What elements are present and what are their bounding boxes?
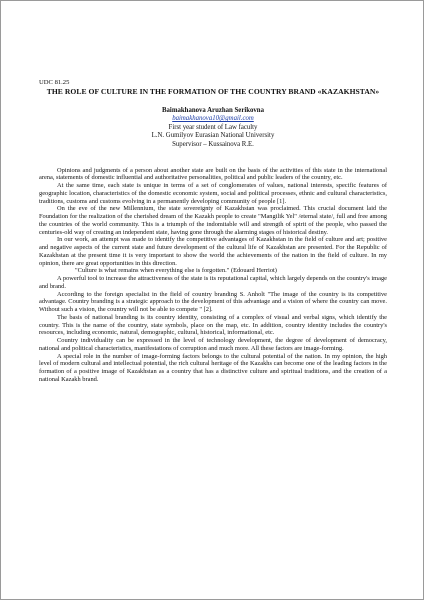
paragraph: In our work, an attempt was made to identify the competitive advantages of Kazakhstan in the field of culture and art; positive and negative aspects of the current state and future development of the cultural life of Kazakhstan are presented. For the Republic of Kazakhstan at the present time it is very important to show the world the achievements of the nation in the field of culture. In my opinion, there are great opportunities in this direction. bbox=[39, 236, 387, 267]
paragraph: The basis of national branding is its country identity, consisting of a complex of visual and verbal signs, which identify the country. This is the name of the country, state symbols, place on the map, etc. In addition, country identity includes the country's resources, including economic, natural, demographic, cultural, historical, informational, etc. bbox=[39, 313, 387, 337]
author-supervisor: Supervisor – Kussainova R.E. bbox=[172, 140, 254, 148]
author-name: Baimakhanova Aruzhan Serikovna bbox=[162, 106, 264, 114]
paragraph: At the same time, each state is unique in terms of a set of conglomerates of values, national interests, specific features of geographic location, characteristics of the domestic economic system, social and political processes, ethnic and cultural characteristics, traditions, customs and customs evolving in a permanently developing community of people [1]. bbox=[39, 182, 387, 205]
author-block bbox=[39, 107, 387, 150]
author-email-link[interactable]: baimakhanova10@gmail.com bbox=[172, 115, 254, 123]
paragraph: On the eve of the new Millennium, the state sovereignty of Kazakhstan was proclaimed. This crucial document laid the Foundation for the realization of the cherished dream of the Kazakh people to create "Mangilik Yel" /eternal state/, full and free among the countries of the world community. This is a triumph of the indomitable will and strength of spirit of the people, who passed the centuries-old way of creating an independent state, having gone through the alarming stages of historical destiny. bbox=[39, 205, 387, 236]
paragraph: A special role in the number of image-forming factors belongs to the cultural potential of the nation. In my opinion, the high level of modern cultural and intellectual potential, the rich cultural heritage of the Kazakhs can become one of the leading factors in the formation of a positive image of Kazakhstan as a country that has a distinctive culture and spiritual traditions, and the creation of a national Kazakh brand. bbox=[39, 352, 387, 383]
epigraph-quote: "Culture is what remains when everything else is forgotten." (Edouard Herriot) bbox=[75, 267, 277, 275]
paragraph: Country individuality can be expressed in the level of technology development, the degree of development of democracy, national and political characteristics, manifestations of corruption and much more. All these factors are image-forming. bbox=[39, 337, 387, 352]
author-university: L.N. Gumilyov Eurasian National University bbox=[151, 132, 275, 140]
article-content bbox=[39, 79, 387, 384]
paragraph: Opinions and judgments of a person about another state are built on the basis of the activities of this state in the international arena, statements of domestic influential and authoritative personalities, political and public leaders of the country, etc. bbox=[39, 166, 387, 182]
paragraph: According to the foreign specialist in the field of country branding S. Anholt "The image of the country is its competitive advantage. Country branding is a strategic approach to the development of this advantage and a vision of where the country can move. Without such a vision, the country will not be able to compete " [2]. bbox=[39, 290, 387, 314]
udc-code: UDC 81.25 bbox=[39, 79, 70, 86]
paragraph: A powerful tool to increase the attractiveness of the state is its reputational capital, which largely depends on the country's image and brand. bbox=[39, 275, 387, 290]
article-title: THE ROLE OF CULTURE IN THE FORMATION OF THE COUNTRY BRAND «KAZAKHSTAN» bbox=[46, 87, 380, 96]
article-body bbox=[39, 167, 387, 384]
author-position: First year student of Law faculty bbox=[168, 123, 258, 131]
